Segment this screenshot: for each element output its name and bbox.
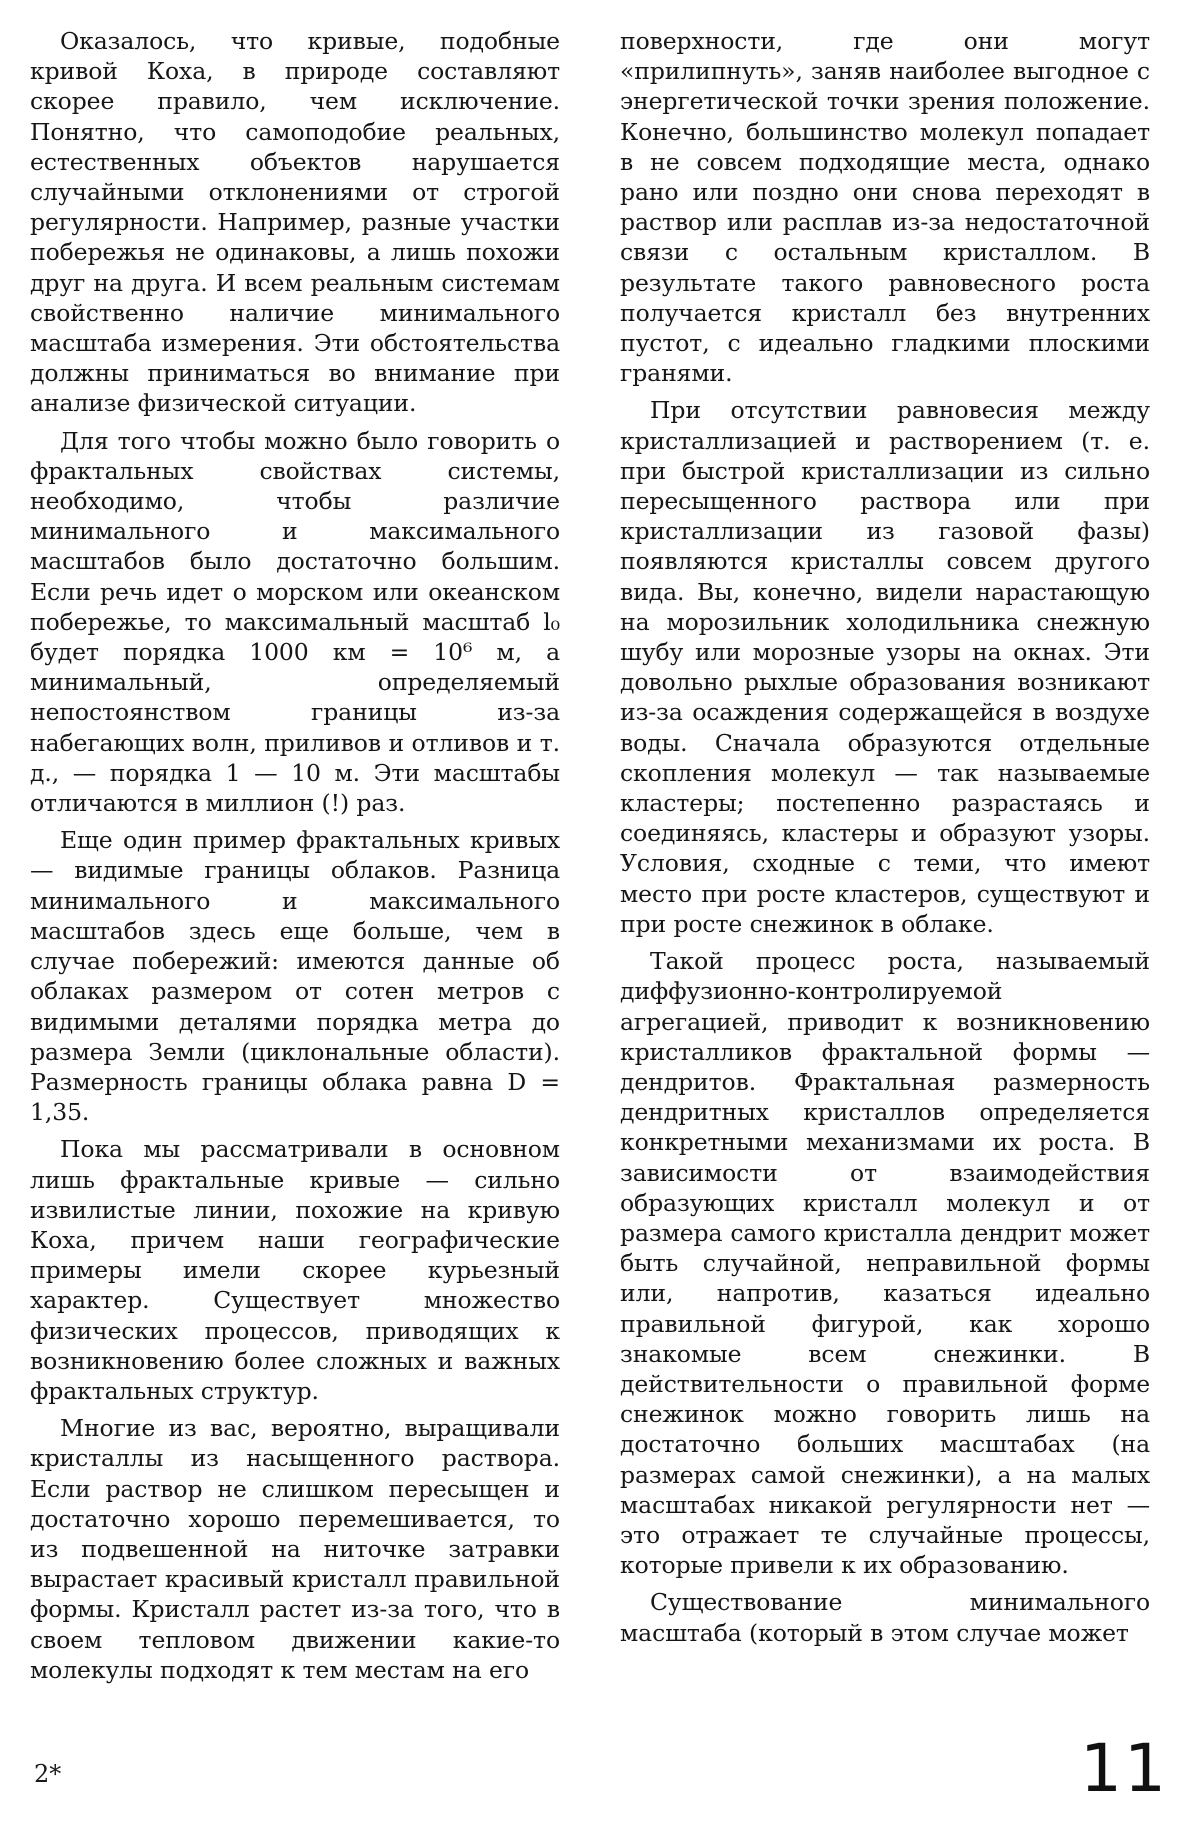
paragraph: Еще один пример фрактальных кривых — видимые границы облаков. Разница минимального и максимального масштабов здесь еще больше, чем в случае побережий: имеются данные об облаках размером от сотен метров с видимыми деталями порядка метра до размера Земли (циклональные области). Размерность границы облака равна D = 1,35. [30,826,560,1127]
paragraph: Существование минимального масштаба (который в этом случае может [620,1588,1150,1647]
paragraph: Для того чтобы можно было говорить о фрактальных свойствах системы, необходимо, чтобы различие минимального и максимального масштабов было достаточно большим. Если речь идет о морском или океанском побережье, то максимальный масштаб l₀ будет порядка 1000 км = 10⁶ м, а минимальный, определяемый непостоянством границы из-за набегающих волн, приливов и отливов и т. д., — порядка 1 — 10 м. Эти масштабы отличаются в миллион (!) раз. [30,426,560,818]
paragraph: Оказалось, что кривые, подобные кривой Коха, в природе составляют скорее правило, чем исключение. Понятно, что самоподобие реальных, естественных объектов нарушается случайными отклонениями от строгой регулярности. Например, разные участки побережья не одинаковы, а лишь похожи друг на друга. И всем реальным системам свойственно наличие минимального масштаба измерения. Эти обстоятельства должны приниматься во внимание при анализе физической ситуации. [30,27,560,418]
left-column [30,26,560,1692]
page [30,26,1170,1746]
paragraph: Пока мы рассматривали в основном лишь фрактальные кривые — сильно извилистые линии, похожие на кривую Коха, причем наши географические примеры имели скорее курьезный характер. Существует множество физических процессов, приводящих к возникновению более сложных и важных фрактальных структур. [30,1135,560,1405]
paragraph: Многие из вас, вероятно, выращивали кристаллы из насыщенного раствора. Если раствор не слишком пересыщен и достаточно хорошо перемешивается, то из подвешенной на ниточке затравки вырастает красивый кристалл правильной формы. Кристалл растет из-за того, что в своем тепловом движении какие-то молекулы подходят к тем местам на его [30,1414,560,1684]
paragraph: При отсутствии равновесия между кристаллизацией и растворением (т. е. при быстрой кристаллизации из сильно пересыщенного раствора или при кристаллизации из газовой фазы) появляются кристаллы совсем другого вида. Вы, конечно, видели нарастающую на морозильник холодильника снежную шубу или морозные узоры на окнах. Эти довольно рыхлые образования возникают из-за осаждения содержащейся в воздухе воды. Сначала образуются отдельные скопления молекул — так называемые кластеры; постепенно разрастаясь и соединяясь, кластеры и образуют узоры. Условия, сходные с теми, что имеют место при росте кластеров, существуют и при росте снежинок в облаке. [620,396,1150,938]
right-column [620,26,1150,1655]
page-number: 11 [1080,1730,1168,1807]
signature-mark: 2* [34,1760,62,1788]
paragraph-continued: поверхности, где они могут «прилипнуть», заняв наиболее выгодное с энергетической точки зрения положение. Конечно, большинство молекул попадает в не совсем подходящие места, однако рано или поздно они снова переходят в раствор или расплав из-за недостаточной связи с остальным кристаллом. В результате такого равновесного роста получается кристалл без внутренних пустот, с идеально гладкими плоскими гранями. [620,27,1150,388]
paragraph: Такой процесс роста, называемый диффузионно-контролируемой агрегацией, приводит к возникновению кристалликов фрактальной формы — дендритов. Фрактальная размерность дендритных кристаллов определяется конкретными механизмами их роста. В зависимости от взаимодействия образующих кристалл молекул и от размера самого кристалла дендрит может быть случайной, неправильной формы или, напротив, казаться идеально правильной фигурой, как хорошо знакомые всем снежинки. В действительности о правильной форме снежинок можно говорить лишь на достаточно больших масштабах (на размерах самой снежинки), а на малых масштабах никакой регулярности нет — это отражает те случайные процессы, которые привели к их образованию. [620,947,1150,1580]
